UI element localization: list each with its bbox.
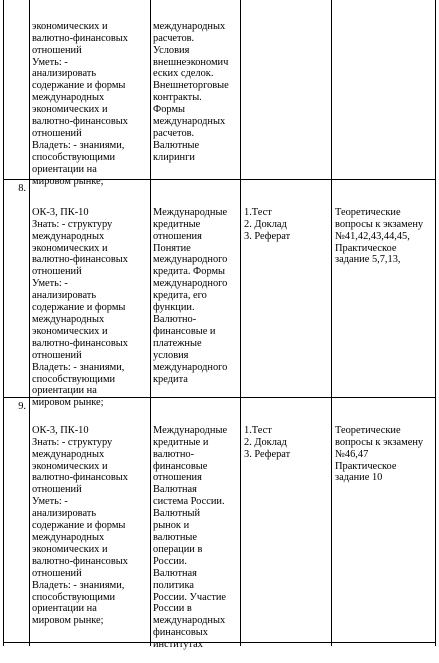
table-border-right xyxy=(435,0,436,646)
column-divider xyxy=(29,0,30,646)
table-row-9-competence: ОК-3, ПК-10 Знать: - структуру международных экономических и валютно-финансовых отношений Уметь: - анализировать содержание и формы международных экономических и валютно-финансовых отношений Владеть: - знаниями, способствующими ориентации на мировом рынке; xyxy=(32,424,128,627)
table-row-8-competence: ОК-3, ПК-10 Знать: - структуру международных экономических и валютно-финансовых отношений Уметь: - анализировать содержание и формы международных экономических и валютно-финансовых отношений Владеть: - знаниями, способствующими ориентации на мировом рынке; xyxy=(32,206,128,409)
table-row-9-topic: Международные кредитные и валютно- финансовые отношения Валютная система России. Валютный рынок и валютные операции в России. Валютная политика России. Участие России в международных финансовых институтах xyxy=(153,424,228,651)
table-border-left xyxy=(3,0,4,646)
table-row-9-forms: 1.Тест 2. Доклад 3. Реферат xyxy=(244,424,291,460)
table-row-8-forms: 1.Тест 2. Доклад 3. Реферат xyxy=(244,206,291,242)
table-row-9-questions: Теоретические вопросы к экзамену №46,47 Практическое задание 10 xyxy=(335,424,424,484)
table-row-8-topic: Международные кредитные отношения Понятие международного кредита. Формы международного кредита, его функции. Валютно- финансовые и платежные условия международного кредита xyxy=(153,206,228,385)
table-row-9-number: 9. xyxy=(18,401,26,412)
table-row-0-topic: международных расчетов. Условия внешнеэкономич еских сделок. Внешнеторговые контракты. Формы международных расчетов. Валютные клиринги xyxy=(153,20,229,163)
column-divider xyxy=(150,0,151,646)
table-row-8-questions: Теоретические вопросы к экзамену №41,42,43,44,45, Практическое задание 5,7,13, xyxy=(335,206,424,266)
column-divider xyxy=(240,0,241,646)
column-divider xyxy=(331,0,332,646)
table-row-0-competence: экономических и валютно-финансовых отношений Уметь: - анализировать содержание и формы международных экономических и валютно-финансовых отношений Владеть: - знаниями, способствующими ориентации на мировом рынке; xyxy=(32,20,128,187)
table-row-8-number: 8. xyxy=(18,183,26,194)
